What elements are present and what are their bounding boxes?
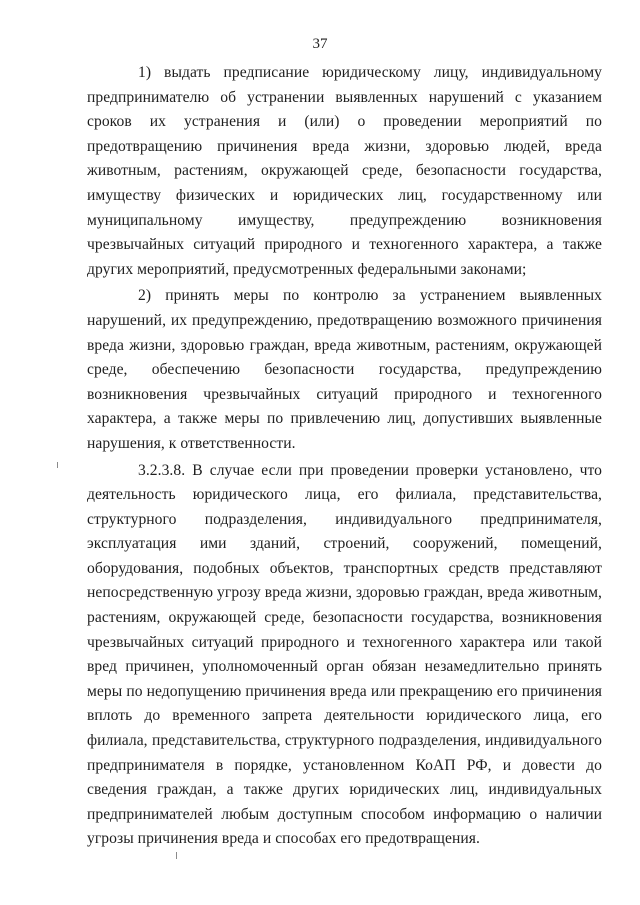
page-number: 37 [312, 36, 328, 52]
paragraph-item-2: 2) принять меры по контролю за устранением выявленных нарушений, их предупреждению, предотвращению возможного причинения вреда жизни, здоровью граждан, вреда животным, растениям, окружающей среде, обеспечению безопасности государства, предупреждению возникновения чрезвычайных ситуаций природного и техногенного характера, а также меры по привлечению лиц, допустивших выявленные нарушения, к ответственности. [87, 287, 602, 452]
document-body [87, 61, 602, 852]
paragraph-item-1: 1) выдать предписание юридическому лицу, индивидуальному предпринимателю об устранении выявленных нарушений с указанием сроков их устранения и (или) о проведении мероприятий по предотвращению причинения вреда жизни, здоровью людей, вреда животным, растениям, окружающей среде, безопасности государства, имуществу физических и юридических лиц, государственному или муниципальному имуществу, предупреждению возникновения чрезвычайных ситуаций природного и техногенного характера, а также других мероприятий, предусмотренных федеральными законами; [87, 64, 602, 278]
paragraph-section-3-2-3-8: 3.2.3.8. В случае если при проведении проверки установлено, что деятельность юридического лица, его филиала, представительства, структурного подразделения, индивидуального предпринимателя, эксплуатация ими зданий, строений, сооружений, помещений, оборудования, подобных объектов, транспортных средств представляют непосредственную угрозу вреда жизни, здоровью граждан, вреда животным, растениям, окружающей среде, безопасности государства, возникновения чрезвычайных ситуаций природного и техногенного характера или такой вред причинен, уполномоченный орган обязан незамедлительно принять меры по недопущению причинения вреда или прекращению его причинения вплоть до временного запрета деятельности юридического лица, его филиала, представительства, структурного подразделения, индивидуального предпринимателя в порядке, установленном КоАП РФ, и довести до сведения граждан, а также других юридических лиц, индивидуальных предпринимателей любым доступным способом информацию о наличии угрозы причинения вреда и способах его предотвращения. [87, 461, 602, 848]
scan-artifact-mark [57, 462, 58, 468]
scan-artifact-mark [176, 852, 177, 859]
